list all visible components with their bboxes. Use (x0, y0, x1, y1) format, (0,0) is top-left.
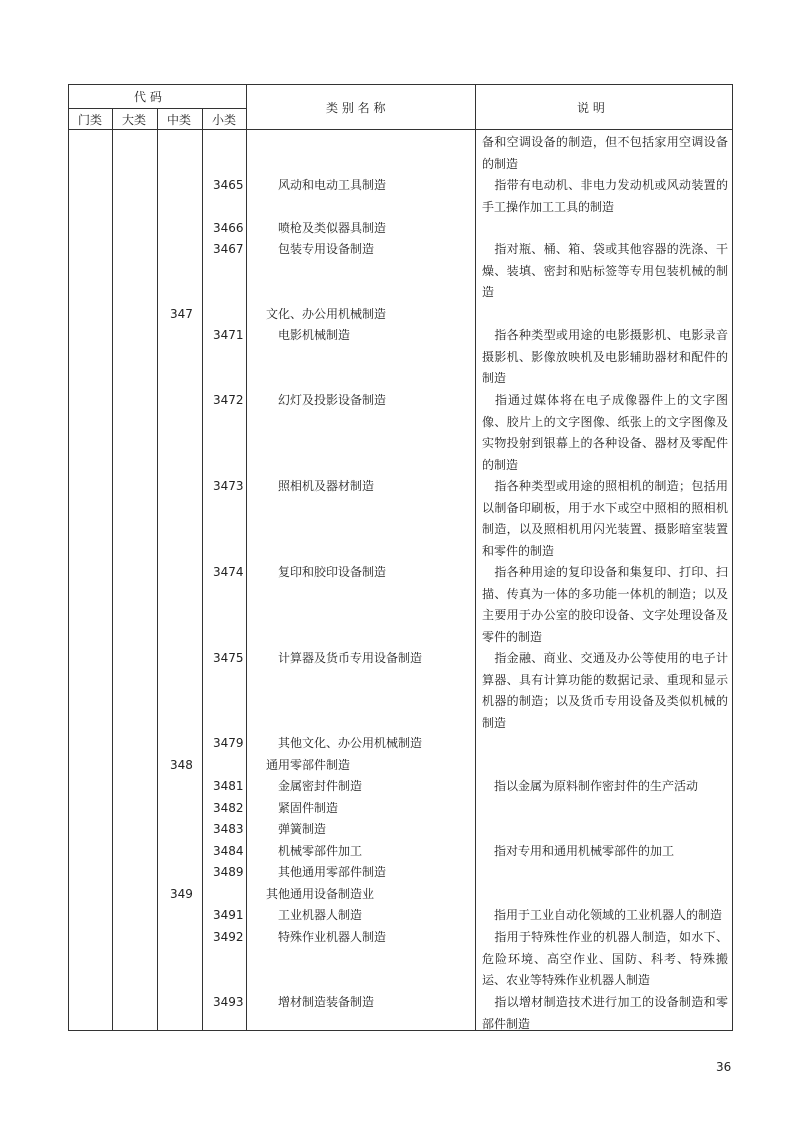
code-zhong: 349 (170, 887, 193, 901)
category-name: 风动和电动工具制造 (278, 178, 387, 192)
category-name: 幻灯及投影设备制造 (278, 393, 387, 407)
code-xiao: 3492 (213, 930, 244, 944)
code-xiao: 3465 (213, 178, 244, 192)
code-xiao: 3484 (213, 844, 244, 858)
category-name: 电影机械制造 (278, 328, 351, 342)
category-name: 其他通用设备制造业 (266, 887, 375, 901)
table-row-desc: 指通过媒体将在电子成像器件上的文字图像、胶片上的文字图像、纸张上的文字图像及实物投射到银幕上的各种设备、器材及零配件的制造 (482, 393, 728, 472)
category-name: 紧固件制造 (278, 801, 339, 815)
code-xiao: 3493 (213, 995, 244, 1009)
header-name: 类 别 名 称 (326, 101, 386, 115)
category-name: 计算器及货币专用设备制造 (278, 651, 423, 665)
table-row-desc: 指各种用途的复印设备和集复印、打印、扫描、传真为一体的多功能一体机的制造；以及主要用于办公室的胶印设备、文字处理设备及零件的制造 (482, 565, 728, 644)
category-name: 其他通用零部件制造 (278, 865, 387, 879)
table-row-desc: 指以金属为原料制作密封件的生产活动 (482, 779, 699, 793)
header-men: 门类 (78, 113, 103, 127)
code-xiao: 3482 (213, 801, 244, 815)
code-xiao: 3471 (213, 328, 244, 342)
table-row-desc: 指对专用和通用机械零部件的加工 (482, 844, 675, 858)
code-xiao: 3481 (213, 779, 244, 793)
category-name: 通用零部件制造 (266, 758, 351, 772)
table-row-desc: 指用于工业自动化领域的工业机器人的制造 (482, 908, 723, 922)
code-xiao: 3467 (213, 242, 244, 256)
table-row-desc: 指以增材制造技术进行加工的设备制造和零部件制造 (482, 995, 728, 1031)
page-number: 36 (716, 1060, 732, 1074)
category-name: 弹簧制造 (278, 822, 327, 836)
category-name: 其他文化、办公用机械制造 (278, 736, 423, 750)
code-zhong: 347 (170, 307, 193, 321)
table-row-desc: 指用于特殊性作业的机器人制造，如水下、危险环境、高空作业、国防、科考、特殊搬运、农业等特殊作业机器人制造 (482, 930, 728, 988)
category-name: 照相机及器材制造 (278, 479, 375, 493)
code-xiao: 3491 (213, 908, 244, 922)
code-xiao: 3473 (213, 479, 244, 493)
table-row-desc: 指金融、商业、交通及办公等使用的电子计算器、具有计算功能的数据记录、重现和显示机器的制造；以及货币专用设备及类似机械的制造 (482, 651, 728, 730)
category-name: 金属密封件制造 (278, 779, 363, 793)
code-xiao: 3489 (213, 865, 244, 879)
header-desc: 说 明 (577, 101, 605, 115)
code-zhong: 348 (170, 758, 193, 772)
category-name: 特殊作业机器人制造 (278, 930, 387, 944)
table-row-desc: 指各种类型或用途的照相机的制造；包括用以制备印刷板，用于水下或空中照相的照相机制造，以及照相机用闪光装置、摄影暗室装置和零件的制造 (482, 479, 728, 558)
category-name: 喷枪及类似器具制造 (278, 221, 387, 235)
code-xiao: 3474 (213, 565, 244, 579)
code-xiao: 3472 (213, 393, 244, 407)
table-row-desc: 备和空调设备的制造，但不包括家用空调设备的制造 (482, 135, 728, 171)
category-name: 机械零部件加工 (278, 844, 363, 858)
header-da: 大类 (122, 113, 147, 127)
table-row-desc: 指各种类型或用途的电影摄影机、电影录音摄影机、影像放映机及电影辅助器材和配件的制造 (482, 328, 728, 386)
code-xiao: 3483 (213, 822, 244, 836)
code-xiao: 3475 (213, 651, 244, 665)
header-code: 代 码 (134, 90, 162, 104)
header-xiao: 小类 (212, 113, 237, 127)
table-row-desc: 指对瓶、桶、箱、袋或其他容器的洗涤、干燥、装填、密封和贴标签等专用包装机械的制造 (482, 242, 728, 300)
table-row-desc: 指带有电动机、非电力发动机或风动装置的手工操作加工工具的制造 (482, 178, 728, 214)
category-name: 包装专用设备制造 (278, 242, 375, 256)
category-name: 增材制造装备制造 (278, 995, 375, 1009)
category-name: 文化、办公用机械制造 (266, 307, 387, 321)
code-xiao: 3466 (213, 221, 244, 235)
category-name: 工业机器人制造 (278, 908, 363, 922)
code-xiao: 3479 (213, 736, 244, 750)
category-name: 复印和胶印设备制造 (278, 565, 387, 579)
header-zhong: 中类 (167, 113, 192, 127)
